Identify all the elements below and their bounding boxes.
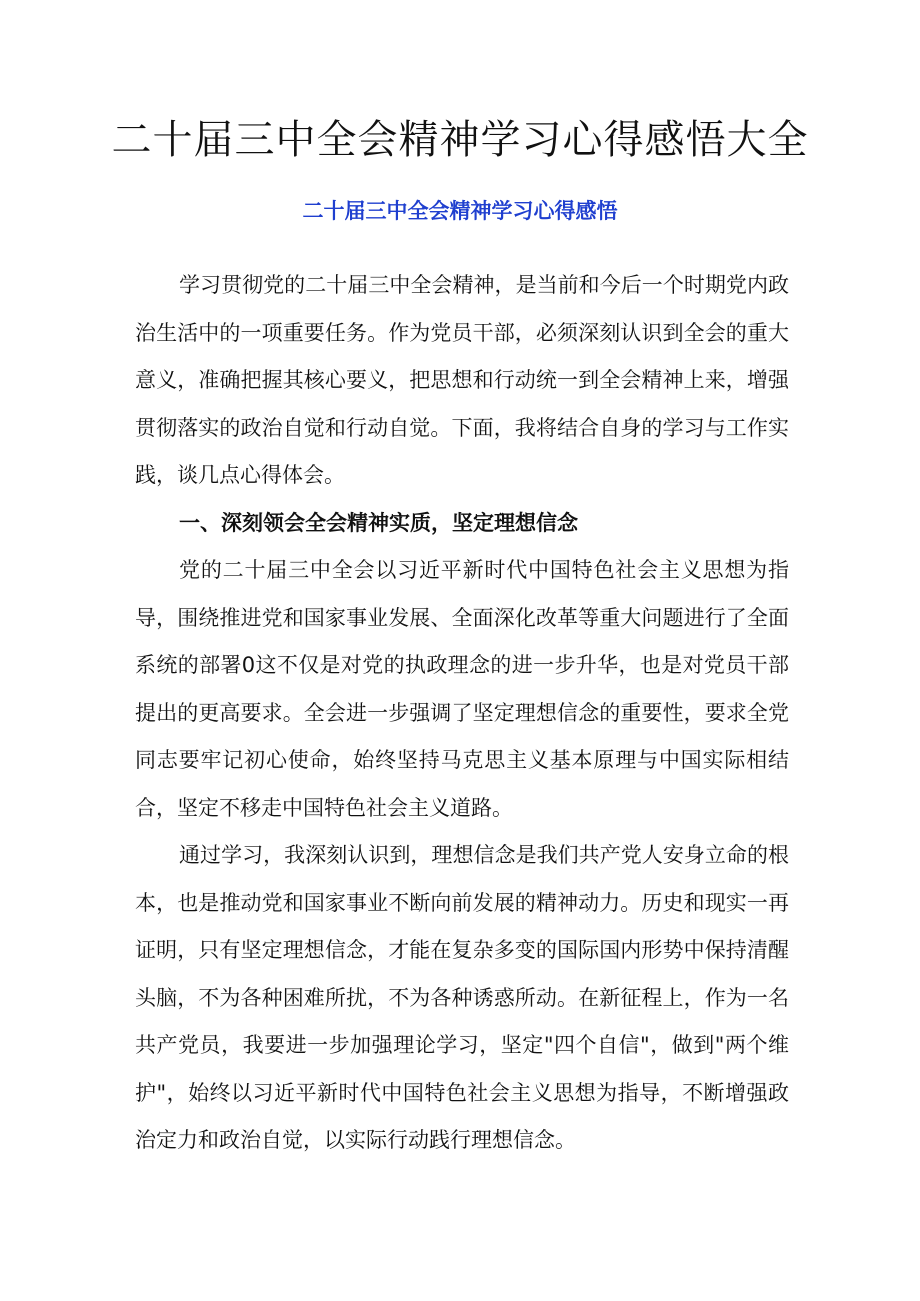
section-1-paragraph-1: 党的二十届三中全会以习近平新时代中国特色社会主义思想为指导，围绕推进党和国家事业发展、全面深化改革等重大问题进行了全面系统的部署0这不仅是对党的执政理念的进一步升华，也是对党员干部提出的更高要求。全会进一步强调了坚定理想信念的重要性，要求全党同志要牢记初心使命，始终坚持马克思主义基本原理与中国实际相结合，坚定不移走中国特色社会主义道路。 [135,558,789,820]
section-1-paragraph-2: 通过学习，我深刻认识到，理想信念是我们共产党人安身立命的根本，也是推动党和国家事业不断向前发展的精神动力。历史和现实一再证明，只有坚定理想信念，才能在复杂多变的国际国内形势中保持清醒头脑，不为各种困难所扰，不为各种诱惑所动。在新征程上，作为一名共产党员，我要进一步加强理论学习，坚定"四个自信"，做到"两个维护"，始终以习近平新时代中国特色社会主义思想为指导，不断增强政治定力和政治自觉，以实际行动践行理想信念。 [135,843,789,1152]
document-body [135,262,789,1165]
sub-title: 二十届三中全会精神学习心得感悟 [302,199,618,223]
intro-paragraph: 学习贯彻党的二十届三中全会精神，是当前和今后一个时期党内政治生活中的一项重要任务。作为党员干部，必须深刻认识到全会的重大意义，准确把握其核心要义，把思想和行动统一到全会精神上来，增强贯彻落实的政治自觉和行动自觉。下面，我将结合自身的学习与工作实践，谈几点心得体会。 [135,273,789,487]
section-heading-1: 一、深刻领会全会精神实质，坚定理想信念 [179,510,578,535]
main-title: 二十届三中全会精神学习心得感悟大全 [111,117,809,163]
